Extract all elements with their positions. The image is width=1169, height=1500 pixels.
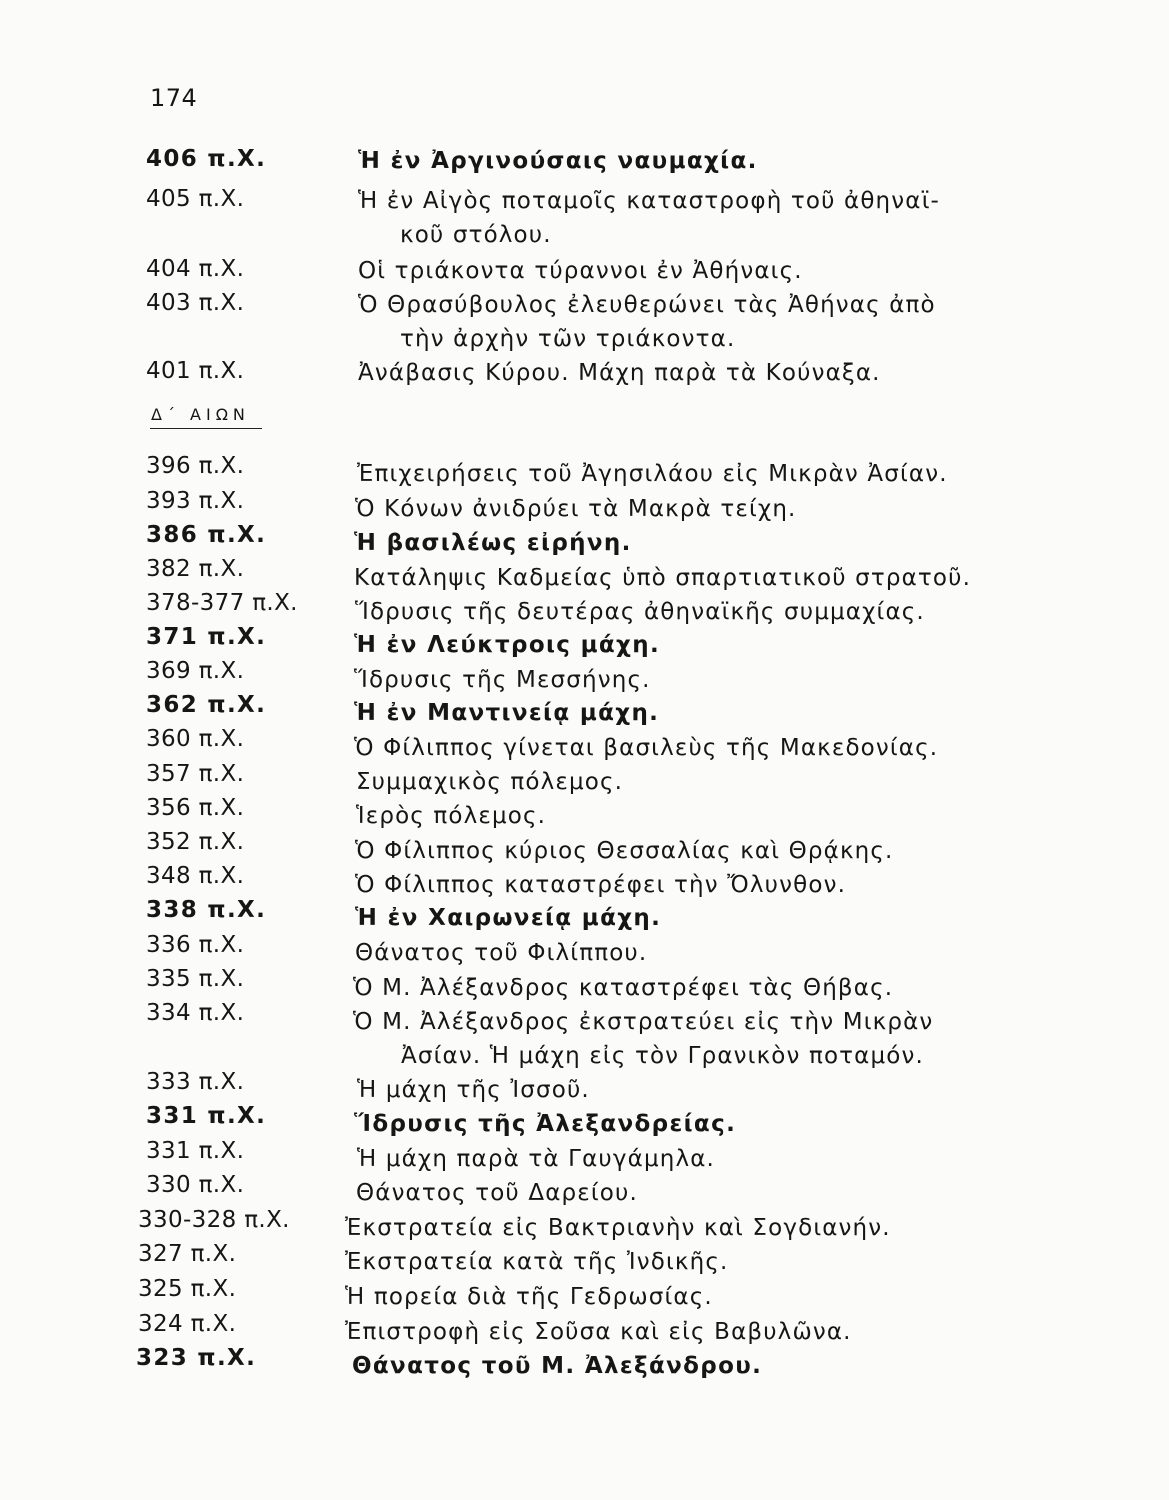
entry-date: 401 π.Χ. [146,358,245,384]
entry-date: 406 π.Χ. [146,146,267,172]
section-heading-underline [150,428,262,429]
entry-event: Ἵδρυσις τῆς Ἀλεξανδρείας. [354,1111,737,1137]
entry-event: Ἱερὸς πόλεμος. [356,803,547,829]
entry-event [358,288,1108,356]
entry-event: Θάνατος τοῦ Φιλίππου. [355,940,648,966]
entry-event-continuation: κοῦ στόλου. [400,222,552,248]
entry-date: 369 π.Χ. [146,658,245,684]
entry-event: Ἡ ἐν Ἀργινούσαις ναυμαχία. [358,148,758,174]
entry-date: 362 π.Χ. [146,692,267,718]
entry-date: 336 π.Χ. [146,932,245,958]
entry-event [358,184,1108,252]
entry-date: 323 π.Χ. [136,1345,257,1371]
entry-date: 378-377 π.Χ. [146,590,298,616]
entry-date: 327 π.Χ. [138,1241,237,1267]
entry-event: Ὁ Φίλιππος καταστρέφει τὴν Ὄλυνθον. [355,872,847,898]
entry-event: Ἀνάβασις Κύρου. Μάχη παρὰ τὰ Κούναξα. [358,360,881,386]
section-heading: Δ΄ ΑΙΩΝ [151,405,250,424]
entry-date: 331 π.Χ. [146,1138,245,1164]
entry-date: 404 π.Χ. [146,256,245,282]
page-number: 174 [150,84,198,112]
entry-date: 386 π.Χ. [146,522,267,548]
entry-date: 396 π.Χ. [146,453,245,479]
entry-event-text: Ἡ ἐν Αἰγὸς ποταμοῖς καταστροφὴ τοῦ ἀθηναϊ- [358,188,940,214]
entry-event: Ἡ ἐν Χαιρωνείᾳ μάχη. [355,905,662,931]
entry-event: Ἐπιχειρήσεις τοῦ Ἀγησιλάου εἰς Μικρὰν Ἀσίαν. [357,461,948,487]
entry-event: Ἡ μάχη παρὰ τὰ Γαυγάμηλα. [357,1146,715,1172]
entry-date: 405 π.Χ. [146,186,245,212]
entry-event-text: Ὁ Μ. Ἀλέξανδρος ἐκστρατεύει εἰς τὴν Μικρὰν [353,1009,934,1035]
entry-event: Ἡ βασιλέως εἰρήνη. [354,530,632,556]
entry-date: 331 π.Χ. [146,1103,267,1129]
entry-event: Οἱ τριάκοντα τύραννοι ἐν Ἀθήναις. [358,258,803,284]
entry-date: 335 π.Χ. [146,966,245,992]
entry-event: Ἡ μάχη τῆς Ἰσσοῦ. [357,1077,590,1103]
entry-date: 360 π.Χ. [146,726,245,752]
entry-date: 333 π.Χ. [146,1069,245,1095]
entry-event: Θάνατος τοῦ Δαρείου. [356,1180,638,1206]
entry-date: 330-328 π.Χ. [138,1207,290,1233]
entry-date: 371 π.Χ. [146,624,267,650]
entry-date: 338 π.Χ. [146,897,267,923]
entry-event: Ἡ πορεία διὰ τῆς Γεδρωσίας. [345,1284,713,1310]
entry-date: 325 π.Χ. [138,1276,237,1302]
entry-date: 393 π.Χ. [146,488,245,514]
entry-date: 324 π.Χ. [138,1311,237,1337]
entry-date: 357 π.Χ. [146,761,245,787]
entry-event [353,1005,1103,1073]
entry-date: 356 π.Χ. [146,795,245,821]
entry-event: Ἐπιστροφὴ εἰς Σοῦσα καὶ εἰς Βαβυλῶνα. [345,1319,852,1345]
entry-date: 403 π.Χ. [146,290,245,316]
entry-event: Ὁ Μ. Ἀλέξανδρος καταστρέφει τὰς Θήβας. [353,975,894,1001]
entry-date: 382 π.Χ. [146,556,245,582]
entry-date: 348 π.Χ. [146,863,245,889]
entry-event: Κατάληψις Καδμείας ὑπὸ σπαρτιατικοῦ στρατοῦ. [354,565,972,591]
entry-date: 334 π.Χ. [146,1000,245,1026]
entry-event: Συμμαχικὸς πόλεμος. [356,769,624,795]
entry-event-text: Ὁ Θρασύβουλος ἐλευθερώνει τὰς Ἀθήνας ἀπὸ [358,292,936,318]
entry-event: Ὁ Φίλιππος κύριος Θεσσαλίας καὶ Θρᾴκης. [355,838,894,864]
entry-event: Ἵδρυσις τῆς Μεσσήνης. [354,667,651,693]
entry-event: Θάνατος τοῦ Μ. Ἀλεξάνδρου. [352,1353,763,1379]
entry-event: Ἐκστρατεία κατὰ τῆς Ἰνδικῆς. [345,1249,729,1275]
entry-event: Ὁ Φίλιππος γίνεται βασιλεὺς τῆς Μακεδονίας. [354,735,939,761]
entry-event-continuation: Ἀσίαν. Ἡ μάχη εἰς τὸν Γρανικὸν ποταμόν. [401,1043,924,1069]
entry-event: Ἐκστρατεία εἰς Βακτριανὴν καὶ Σογδιανήν. [345,1215,891,1241]
entry-event-continuation: τὴν ἀρχὴν τῶν τριάκοντα. [400,326,736,352]
entry-event: Ἡ ἐν Λεύκτροις μάχη. [354,632,661,658]
entry-event: Ἵδρυσις τῆς δευτέρας ἀθηναϊκῆς συμμαχίας. [355,599,925,625]
entry-event: Ὁ Κόνων ἀνιδρύει τὰ Μακρὰ τείχη. [355,496,797,522]
entry-date: 330 π.Χ. [146,1172,245,1198]
entry-event: Ἡ ἐν Μαντινείᾳ μάχη. [354,700,660,726]
entry-date: 352 π.Χ. [146,829,245,855]
